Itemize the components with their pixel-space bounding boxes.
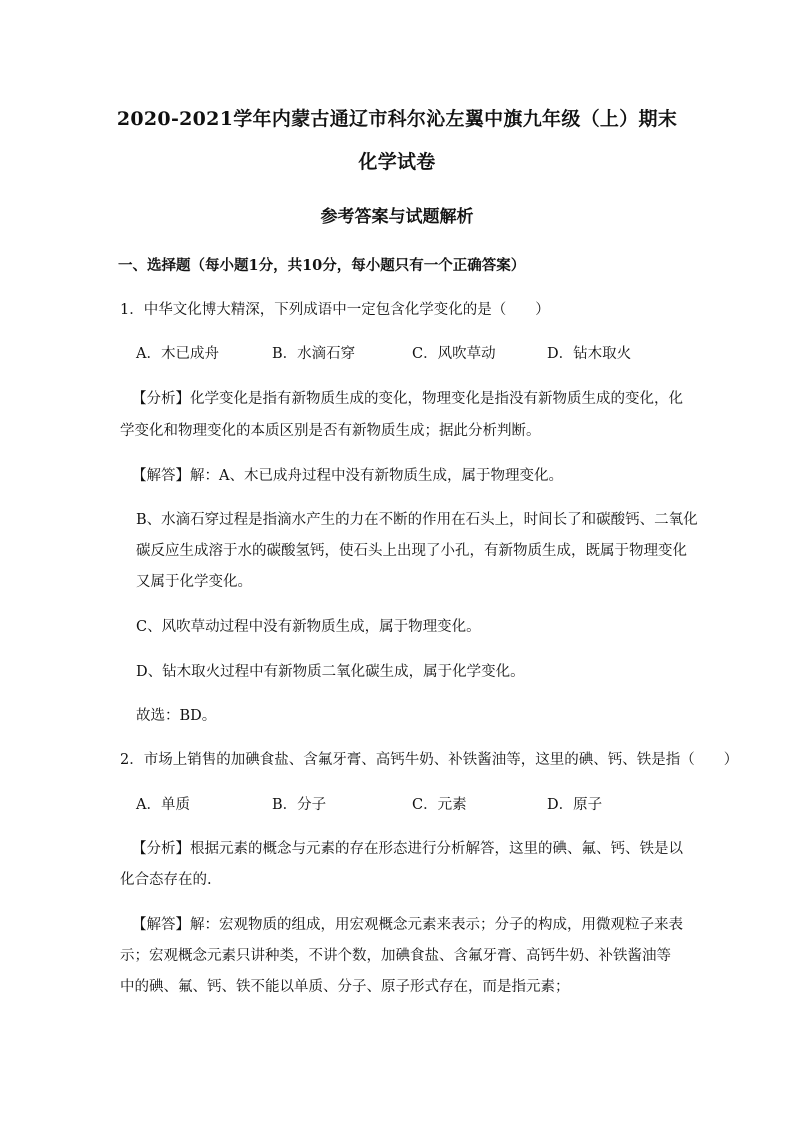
q1-option-c: C．风吹草动 <box>412 346 496 362</box>
section-heading: 一、选择题（每小题1分，共10分，每小题只有一个正确答案） <box>118 257 526 274</box>
q2-analysis-line1: 【分析】根据元素的概念与元素的存在形态进行分析解答，这里的碘、氟、钙、铁是以 <box>132 841 683 857</box>
q1-choose: 故选：BD。 <box>136 708 217 724</box>
q2-option-a: A．单质 <box>136 797 190 813</box>
q1-b-line3: 又属于化学变化。 <box>136 574 252 590</box>
document-title-line2: 化学试卷 <box>358 151 436 173</box>
q2-option-c: C．元素 <box>412 797 467 813</box>
q2-option-d: D．原子 <box>547 797 603 813</box>
q1-option-b: B．水滴石穿 <box>272 346 356 362</box>
q1-analysis-line1: 【分析】化学变化是指有新物质生成的变化，物理变化是指没有新物质生成的变化，化 <box>132 391 683 407</box>
q1-answer-line1: 【解答】解：A、木已成舟过程中没有新物质生成，属于物理变化。 <box>132 468 563 484</box>
q1-b-line1: B、水滴石穿过程是指滴水产生的力在不断的作用在石头上，时间长了和碳酸钙、二氧化 <box>136 512 698 528</box>
q2-analysis-line2: 化合态存在的. <box>120 872 212 888</box>
q2-option-b: B．分子 <box>272 797 327 813</box>
q1-option-a: A．木已成舟 <box>136 346 219 362</box>
q2-answer-line1: 【解答】解：宏观物质的组成，用宏观概念元素来表示；分子的构成，用微观粒子来表 <box>132 917 683 933</box>
q1-c-line1: C、风吹草动过程中没有新物质生成，属于物理变化。 <box>136 619 481 635</box>
q2-answer-line3: 中的碘、氟、钙、铁不能以单质、分子、原子形式存在，而是指元素； <box>120 979 570 995</box>
q2-answer-line2: 示；宏观概念元素只讲种类，不讲个数，加碘食盐、含氟牙膏、高钙牛奶、补铁酱油等 <box>120 948 671 964</box>
q1-analysis-line2: 学变化和物理变化的本质区别是否有新物质生成；据此分析判断。 <box>120 423 541 439</box>
q1-option-d: D．钻木取火 <box>547 346 632 362</box>
q2-stem: 2．市场上销售的加碘食盐、含氟牙膏、高钙牛奶、补铁酱油等，这里的碘、钙、铁是指（ ） <box>120 752 739 768</box>
q1-stem: 1．中华文化博大精深，下列成语中一定包含化学变化的是（ ） <box>120 302 550 318</box>
q1-b-line2: 碳反应生成溶于水的碳酸氢钙，使石头上出现了小孔，有新物质生成，既属于物理变化 <box>136 543 687 559</box>
document-title-line1: 2020-2021学年内蒙古通辽市科尔沁左翼中旗九年级（上）期末 <box>116 108 678 130</box>
q1-d-line1: D、钻木取火过程中有新物质二氧化碳生成，属于化学变化。 <box>136 664 525 680</box>
document-subtitle: 参考答案与试题解析 <box>320 207 474 227</box>
